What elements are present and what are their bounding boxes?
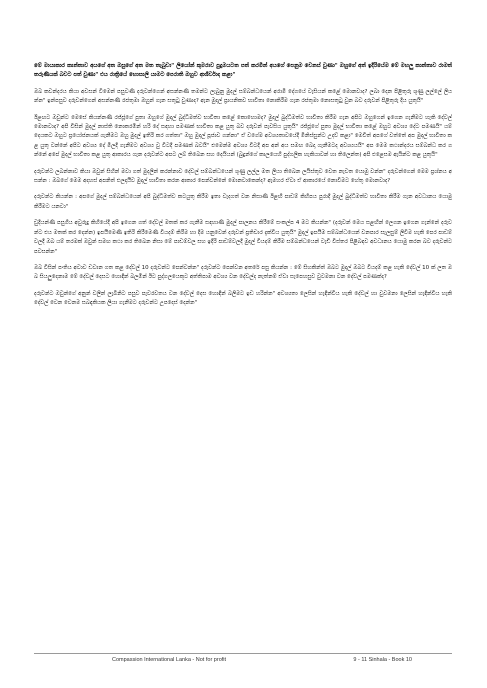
paragraph-6: ඩුදියන්ණි පසුගිය අවුරුදු කිහියේදී අපි ඉගෙන ගත් දේවල් මතක් කර ගැනීම සඳහාණි මුදල් පාලනය කිරීමේ සංකල්ප 4 මට කියන්න" (දරුවන් මෙය සළඟින් ලෙගන ඉගෙන ගැන්නේ දරුවන්ට එය මතක් කර දෙන්න) ඉපයීමෙණි ඉතිරි කිරීමෙණි වියදම් කිරීම හා දීම යනුවෙන් දරුවන් ප්‍රතිචාර දැක්විය යුතුයි" මුදල් ඉපයීම සම්බන්ධයෙන් වනපාර සැලසුම් ලිවීම හැකි පෙර පාඩම් වලදී ඔබ යම් තරමක් ඔවුන් සමඟ කථා කර තිබෙන නිසා මේ පාඩම්වල සහ ඉදිරි පාඩම්වලදී මුදල් වියදම් කිරීම සම්බන්ධයෙන් වැඩි විස්තර පිළිබඳව අවධානය යොමු කරන බව දරුවන්ට පවසන්න" xyxy=(34,220,452,255)
footer-publisher: Compassion International Lanka - Not for profit xyxy=(112,657,227,663)
footer-page-number: 9 - 11 Sinhala - Book 10 xyxy=(353,657,412,663)
paragraph-3: ඊළඟට ඔවුන්ට මෙසේ කියන්නණි රජ්ජූගේ පුතා ඔහුගේ මුදල් බුද්ධිමත්ව භාවිතා කළේ කොහොමද? මුදල් බුද්ධිමත්ව භාවිතා කිරීම ගැන අපිට ඔහුගෙන් ඉගෙන ගැනීමට හැකි දේවල් මොනවාද? අපි විසින් මුදල් නාස්ති නොකරමින් හරි දේ සඳහා පමණක් භාවිතා කළ යුතු බව දරුවන් පැවසිය යුතුයි" රජ්ජූගේ පුතා මුදල් භාවිතා කළේ ඔහුට අවශ්‍ය දේට පමණයි" යම් දෙයකට ඔහුට ප්‍රයෝජනයක් ගැනීමට ඔහු මුදල් ඉතිරි කර ගත්තා" ඔහු මුදල් පූජාව ගන්නා" ඒ වගේම අවශ්‍යතාවයේදී මිනිස්සුන්ට උදව් කළා" මෙවිත් අපගේ වත්තේ අප මුදල් භාවිතා කළ යුතු වන්නේ අපිට අවශ්‍ය දේ මිලදී ගැනීමට අවශ්‍ය වු විටදී පමණක් බවයි" එමෙන්ම අවශ්‍ය විටදී අප අන් අය සමඟ බෙදා ගැනීමටද අවශ්‍යයයි" අප මෙම කථාන්දරය සම්බන්ධ කර ගන්නේ අපේ මුදල් භාවිතා කළ යුතු ආකාරය ගැන දරුවන්ට අපට ලබ් තිබෙන සහ දෙයියන් (බුදුන්ගේ කාලයෙහි පුද්ගලික හැකියාවන් හා තිලෙන්ත) අපි එළෙසම ඇයින්ට කළ යුතුයි" xyxy=(34,114,452,159)
body-text xyxy=(34,62,452,316)
paragraph-4: දරුවන්ට ලබන්නාව කියා ඔවුන් සිහින් මවා ගත් මුදලින් කරන්නාව දේවල් සම්බන්ධයෙන් ශුණු ලල්ල මත ලියා තිබෙන ලයිස්තුව වෙත නැවත යොමු වන්න" දරුවන්ගෙන් මෙම ප්‍රශ්නය අසන්න : ඔබගේ මෙම අදහස් අපනිත් එලදායීව මුදල් භාවිතා කරන ආකාර පෙන්වන්නේ මොනවාකෙන්ද? ඇමහර ඒවා ඒ ආකාරයේ නොවීමට හේතු මොනවාද? xyxy=(34,168,452,185)
footer-divider xyxy=(34,653,452,654)
paragraph-2: ඔබ කවන්දරය කියා අවසන් වීමෙන් පසුවණි දරුවන්ගෙන් අසන්නණි තමන්ට ලැබුනු මුදල් සම්බන්ධයෙන් අරාමි දේගයේ වැසියන් කළේ මොනවාද? ලබා දෙන පිළිතුරු ශුණු ලල්ලේ ලියන්න" ඉන්පසුව දරුවන්ගෙන් අසන්නණි රජතුමා ඔහුන් ගැන සතුටු වුණාද? ඇන මුදල් ප්‍රායනිකව භාවිතා නොකිරීම ගැන රජතුමා නොසතුටු වුන බව දරුවන් පිළිතුරු දිය යුතුයි" xyxy=(34,88,452,105)
paragraph-1: මේ මායාකාර කාන්තාව අයගේ අත ඔසුගේ අත මත තැබුවා" ලියෝන් කුමරාව පුදුමයටත පත් කරමින් අයගේ පෙනුම වෙනස් වුණා" ඔහුගේ අත් ඉදිරියේම මේ මහලු කාන්තාව රාමත් තරුණියක් බවට පත් වුණා" එය රාත්‍රියේ හොසාලි යාමට පෙරාති ඔහුව ආශිර්වාද කළා" xyxy=(34,63,452,79)
paragraph-7: ඔබ විසින් පංතිය අවාව ඩවාන ගත කළ දේවල් 10 දරුවන්ට පෙන්වන්න" දරුවන්ට පෙන්වන අතරේ පසු කියන්න : මේ සිහකින්ත් ඔබට මුදල් ඔබට වියදම් කළ හැකි දේවල් 10 ක් ලත ඔබ සියලුදෙනාම මේ දේවල් දෙසට හොඳින් බලමින් ඊට පුද්ගලයෙකුට අත්තිපාම අවශ්‍ය වන දේවල්ද නැත්නම් ඒවා සැපෙහසුව වුවමනා වන දේවල් පමණක්ද? xyxy=(34,264,452,281)
paragraph-8: දරුවන්ට ඔවුන්ගේ අනුන් වලින් ලැබිනිට පසුව පැවරවතය වන දේවල් දෙස හොඳින් බලිමට ඉඩ හරින්න" අවශ්‍යතා ලෙසින් හැඳින්විය හැකි දේවල් හා වුවමනා ලෙසින් හැඳින්විය හැකි දේවල් වෙන වෙනම සබඳැකියක ලියා ගැනීමට දරුවන්ට උපදෙස් දෙන්න" xyxy=(34,290,452,307)
paragraph-5: දරුවන්ට කියන්න : අපගේ මුදල් සම්බන්ධයෙන් අපි බුද්ධිමත්ව කටයුතු කිරීම ඉතා වැදගත් වන නිසාණි ඊළඟි පාඩම් කිහිපය පුරාදි මුදල් බුද්ධිමත්ව භාවිතා කිරීම ගැන අවධානය යොමු කිරීමට යනවා" xyxy=(34,194,452,210)
page-footer xyxy=(112,657,412,663)
